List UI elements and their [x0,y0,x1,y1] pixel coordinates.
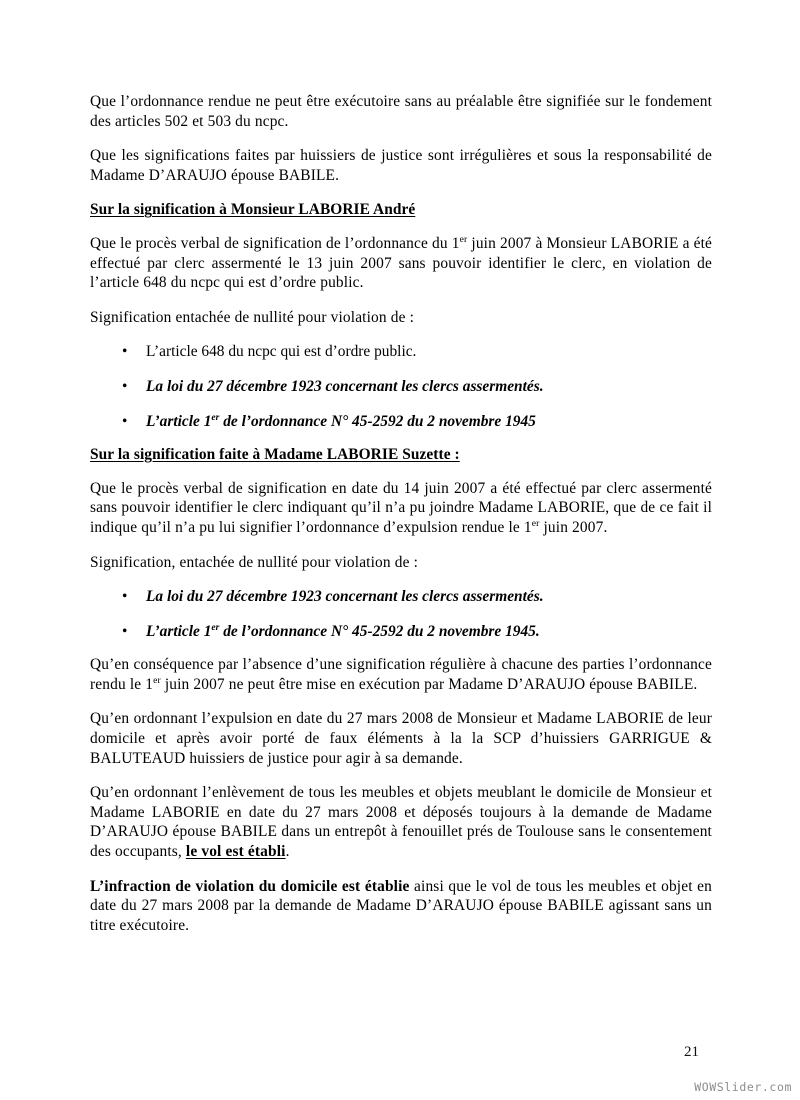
emphasis-infraction-etablie: L’infraction de violation du domicile est établie [90,877,410,895]
paragraph-proces-verbal-monsieur [90,234,712,293]
emphasis-le-vol-est-etabli: le vol est établi [185,843,286,861]
bullet-icon: • [122,343,128,361]
list-item-label-part-a: L’article 1 [146,622,212,640]
list-item [90,412,712,432]
list-item [90,622,712,642]
list-item [90,342,712,362]
heading-signification-monsieur-laborie: Sur la signification à Monsieur LABORIE André [90,201,416,219]
paragraph-consequence-part-a: Qu’en conséquence par l’absence d’une signification régulière à chacune des parties l’ordonnance rendu le 1 [90,656,712,693]
paragraph-consequence-part-b: juin 2007 ne peut être mise en exécution par Madame D’ARAUJO épouse BABILE. [160,675,698,693]
bullet-icon: • [122,377,128,395]
list-item [90,587,712,607]
paragraph-proces-verbal-madame-part-b: juin 2007. [539,518,608,536]
bullet-icon: • [122,622,128,640]
paragraph-proces-verbal-madame [90,479,712,538]
paragraph-enlevement-meubles [90,783,712,861]
paragraph-proces-verbal-monsieur-part-b: juin 2007 à Monsieur LABORIE a été effectué par clerc assermenté le 13 juin 2007 sans pouvoir identifier le clerc, en violation de l’article 648 du ncpc qui est d’ordre public. [90,234,712,292]
ordinal-suffix-er: er [153,674,161,686]
paragraph-enlevement-part-b: . [285,843,290,861]
bullet-icon: • [122,412,128,430]
page-number: 21 [684,1044,699,1060]
list-item-label-part-b: de l’ordonnance N° 45-2592 du 2 novembre 1945 [219,412,536,430]
watermark: WOWSlider.com [694,1080,792,1094]
paragraph-consequence-absence-signification [90,655,712,694]
heading-signification-madame-laborie: Sur la signification faite à Madame LABORIE Suzette : [90,446,460,464]
ordinal-suffix-er: er [211,411,220,423]
paragraph-enlevement-part-a: Qu’en ordonnant l’enlèvement de tous les meubles et objets meublant le domicile de Monsieur et Madame LABORIE en date du 27 mars 2008 et déposés toujours à la demande de Madame D’ARAUJO épouse BABILE dans un entrepôt à fenouillet prés de Toulouse sans le consentement des occupants, [90,784,712,861]
paragraph-signification-nullite-intro-2: Signification, entachée de nullité pour violation de : [90,553,419,571]
paragraph-significations-irregulieres: Que les significations faites par huissiers de justice sont irrégulières et sous la responsabilité de Madame D’ARAUJO épouse BABILE. [90,147,712,184]
paragraph-expulsion-faux-elements: Qu’en ordonnant l’expulsion en date du 27 mars 2008 de Monsieur et Madame LABORIE de leur domicile et après avoir porté de faux éléments à la la SCP d’huissiers GARRIGUE & BALUTEAUD huissiers de justice pour agir à sa demande. [90,710,712,767]
paragraph-infraction-rest: ainsi que le vol de tous les meubles et objet en date du 27 mars 2008 par la demande de Madame D’ARAUJO épouse BABILE agissant sans un titre exécutoire. [90,877,712,934]
list-item-label: L’article 648 du ncpc qui est d’ordre public. [146,343,417,361]
list-violations-monsieur [90,342,712,431]
list-item-label: La loi du 27 décembre 1923 concernant les clercs assermentés. [146,377,544,395]
list-item [90,377,712,397]
list-item-label-part-b: de l’ordonnance N° 45-2592 du 2 novembre 1945. [219,622,540,640]
ordinal-suffix-er: er [531,517,540,529]
paragraph-proces-verbal-monsieur-part-a: Que le procès verbal de signification de l’ordonnance du 1 [90,234,460,252]
document-body [90,92,712,950]
list-item-label-part-a: L’article 1 [146,412,212,430]
paragraph-infraction-violation-domicile [90,877,712,936]
ordinal-suffix-er: er [211,621,220,633]
ordinal-suffix-er: er [459,233,468,245]
paragraph-ordonnance-executoire: Que l’ordonnance rendue ne peut être exécutoire sans au préalable être signifiée sur le fondement des articles 502 et 503 du ncpc. [90,93,712,130]
paragraph-proces-verbal-madame-part-a: Que le procès verbal de signification en date du 14 juin 2007 a été effectué par clerc assermenté sans pouvoir identifier le clerc indiquant qu’il n’a pu joindre Madame LABORIE, que de ce fait il indique qu’il n’a pu lui signifier l’ordonnance d’expulsion rendue le 1 [90,479,712,536]
paragraph-signification-nullite-intro-1: Signification entachée de nullité pour violation de : [90,308,415,326]
list-violations-madame [90,587,712,641]
bullet-icon: • [122,588,128,606]
list-item-label: La loi du 27 décembre 1923 concernant les clercs assermentés. [146,588,544,606]
